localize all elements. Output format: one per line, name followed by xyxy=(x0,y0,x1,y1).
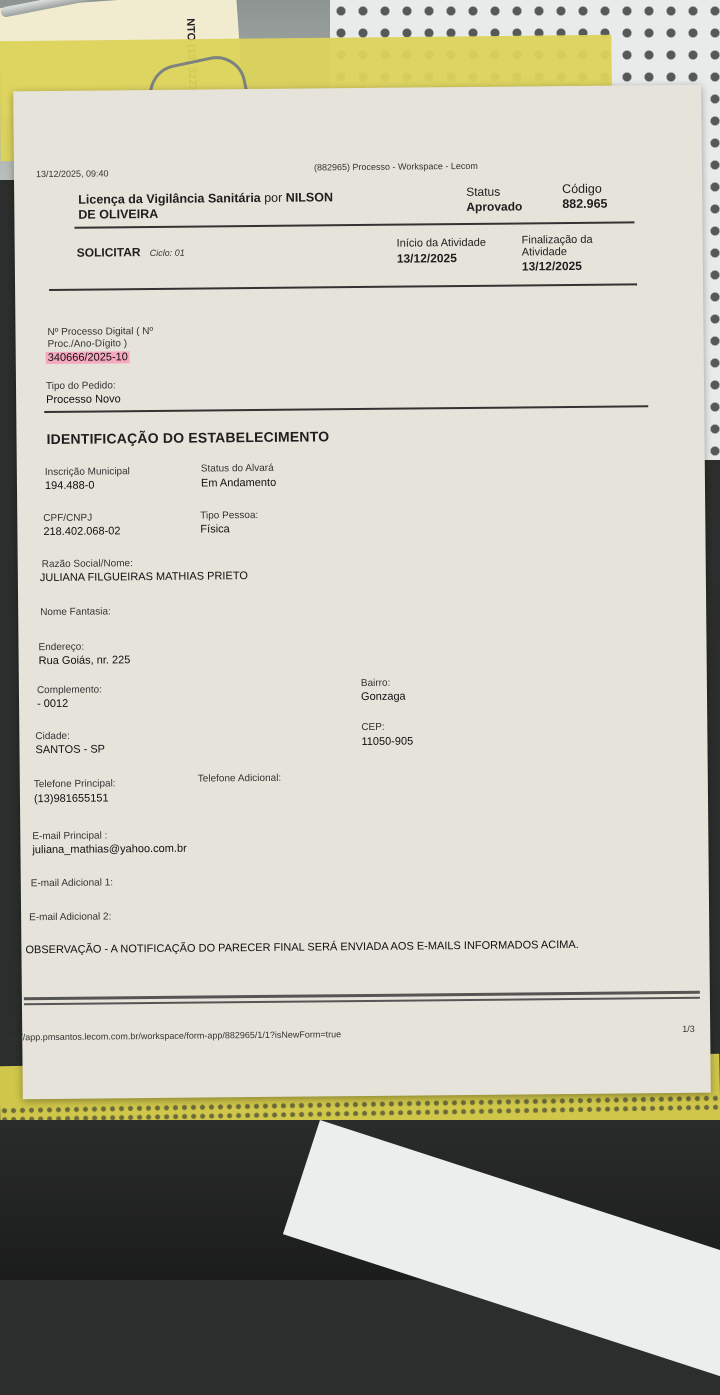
divider xyxy=(49,283,637,290)
printed-document xyxy=(8,85,711,1100)
title-por: por xyxy=(264,190,283,205)
inscricao-value: 194.488-0 xyxy=(44,479,95,493)
email-adicional-2-label: E-mail Adicional 2: xyxy=(29,911,112,924)
status-alvara-label: Status do Alvará xyxy=(200,462,274,475)
status-alvara-value: Em Andamento xyxy=(200,476,277,490)
tipo-pessoa-value: Física xyxy=(200,523,230,536)
telefone-principal-label: Telefone Principal: xyxy=(33,778,116,791)
observacao-note: OBSERVAÇÃO - A NOTIFICAÇÃO DO PARECER FINAL SERÁ ENVIADA AOS E-MAILS INFORMADOS ACIMA. xyxy=(25,938,579,957)
endereco-label: Endereço: xyxy=(38,641,85,654)
inscricao-label: Inscrição Municipal xyxy=(44,466,130,479)
cep-label: CEP: xyxy=(361,721,385,734)
ciclo-label: Ciclo: 01 xyxy=(149,247,185,259)
email-adicional-1-label: E-mail Adicional 1: xyxy=(30,877,114,890)
finalizacao-label: Finalização da xyxy=(521,233,593,247)
complemento-value: - 0012 xyxy=(37,697,69,711)
finalizacao-value: 13/12/2025 xyxy=(521,258,583,274)
nome-fantasia-label: Nome Fantasia: xyxy=(40,606,111,619)
cidade-value: SANTOS - SP xyxy=(35,743,106,757)
razao-social-value: JULIANA FILGUEIRAS MATHIAS PRIETO xyxy=(39,570,248,585)
tipo-pedido-value: Processo Novo xyxy=(46,393,121,407)
complemento-label: Complemento: xyxy=(36,684,103,697)
print-datetime: 13/12/2025, 09:40 xyxy=(35,168,109,180)
cpf-label: CPF/CNPJ xyxy=(43,512,93,525)
cpf-value: 218.402.068-02 xyxy=(43,525,121,539)
bairro-value: Gonzaga xyxy=(360,690,406,704)
codigo-label: Código xyxy=(562,181,602,197)
processo-value xyxy=(46,351,130,364)
title-name: NILSON xyxy=(285,190,334,205)
footer-url: os://app.pmsantos.lecom.com.br/workspace/form-app/882965/1/1?isNewForm=true xyxy=(8,1029,342,1043)
finalizacao-label-line2: Atividade xyxy=(521,246,568,259)
tipo-pessoa-label: Tipo Pessoa: xyxy=(200,509,259,522)
print-page-title: (882965) Processo - Workspace - Lecom xyxy=(313,160,478,173)
divider xyxy=(44,405,648,413)
email-principal-value: juliana_mathias@yahoo.com.br xyxy=(32,842,187,857)
endereco-value: Rua Goiás, nr. 225 xyxy=(38,654,131,668)
processo-label: Nº Processo Digital ( Nº xyxy=(47,325,154,339)
page-number: 1/3 xyxy=(682,1023,695,1034)
status-label: Status xyxy=(466,184,501,199)
inicio-label: Início da Atividade xyxy=(396,236,487,250)
document-title xyxy=(78,190,333,206)
status-value: Aprovado xyxy=(466,199,523,214)
document-title-line2: DE OLIVEIRA xyxy=(78,206,159,222)
divider xyxy=(74,221,634,228)
codigo-value: 882.965 xyxy=(562,196,608,212)
email-principal-label: E-mail Principal : xyxy=(32,830,108,843)
processo-label-line2: Proc./Ano-Dígito ) xyxy=(47,338,128,351)
bairro-label: Bairro: xyxy=(360,677,391,690)
inicio-value: 13/12/2025 xyxy=(396,251,457,266)
tipo-pedido-label: Tipo do Pedido: xyxy=(45,380,116,393)
title-prefix: Licença da Vigilância Sanitária xyxy=(78,190,261,207)
telefone-principal-value: (13)981655151 xyxy=(33,792,109,806)
section-title: IDENTIFICAÇÃO DO ESTABELECIMENTO xyxy=(46,428,330,448)
solicitar-label: SOLICITAR xyxy=(76,245,141,260)
cidade-label: Cidade: xyxy=(35,730,70,743)
telefone-adicional-label: Telefone Adicional: xyxy=(197,772,282,785)
razao-social-label: Razão Social/Nome: xyxy=(41,558,133,571)
highlighted-process-number: 340666/2025-10 xyxy=(47,351,128,365)
cep-value: 11050-905 xyxy=(361,735,414,749)
